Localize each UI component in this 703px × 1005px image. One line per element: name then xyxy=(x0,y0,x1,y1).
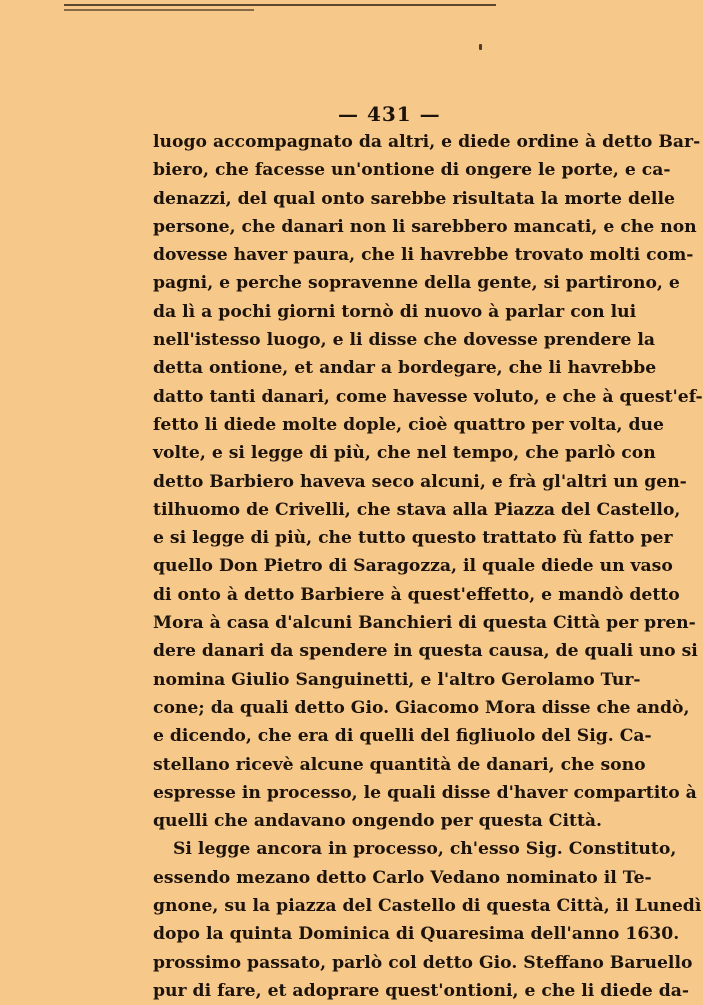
text-line: dopo la quinta Dominica di Quaresima dell'anno 1630. xyxy=(153,924,680,945)
text-line: fetto li diede molte dople, cioè quattro per volta, due xyxy=(153,414,664,435)
text-line: essendo mezano detto Carlo Vedano nominato il Te- xyxy=(153,867,652,888)
text-line: tilhuomo de Crivelli, che stava alla Piazza del Castello, xyxy=(153,499,681,520)
text-line: e dicendo, che era di quelli del figliuolo del Sig. Ca- xyxy=(153,726,652,747)
text-line: Mora à casa d'alcuni Banchieri di questa Città per pren- xyxy=(153,613,696,634)
text-line: detta ontione, et andar a bordegare, che li havrebbe xyxy=(153,358,657,379)
text-line: da lì a pochi giorni tornò di nuovo à parlar con lui xyxy=(153,301,637,322)
text-line: biero, che facesse un'ontione di ongere le porte, e ca- xyxy=(153,160,671,181)
text-line: datto tanti danari, come havesse voluto, e che à quest'ef- xyxy=(153,386,703,407)
text-line: nomina Giulio Sanguinetti, e l'altro Gerolamo Tur- xyxy=(153,669,641,690)
text-line: luogo accompagnato da altri, e diede ordine à detto Bar- xyxy=(153,132,701,152)
text-line: quelli che andavano ongendo per questa Città. xyxy=(153,811,603,832)
text-line: e si legge di più, che tutto questo trattato fù fatto per xyxy=(153,528,673,549)
text-line: quello Don Pietro di Saragozza, il quale diede un vaso xyxy=(153,556,673,577)
text-line: denazzi, del qual onto sarebbe risultata la morte delle xyxy=(153,188,675,209)
text-line: dovesse haver paura, che li havrebbe trovato molti com- xyxy=(153,245,694,266)
text-line: espresse in processo, le quali disse d'haver compartito à xyxy=(153,782,697,803)
top-border-rule xyxy=(64,4,496,6)
text-line: volte, e si legge di più, che nel tempo, che parlò con xyxy=(153,443,656,464)
text-line: persone, che danari non li sarebbero mancati, e che non xyxy=(153,216,697,237)
text-line: gnone, su la piazza del Castello di questa Città, il Lunedì xyxy=(153,896,702,917)
text-line: nell'istesso luogo, e li disse che dovesse prendere la xyxy=(153,330,656,351)
text-line: Si legge ancora in processo, ch'esso Sig. Constituto, xyxy=(173,839,677,860)
text-line: cone; da quali detto Gio. Giacomo Mora disse che andò, xyxy=(153,697,690,718)
body-text xyxy=(153,128,703,1005)
text-line: pagni, e perche sopravenne della gente, si partirono, e xyxy=(153,273,680,294)
text-line: stellano ricevè alcune quantità de danari, che sono xyxy=(153,754,646,775)
text-line: di onto à detto Barbiere à quest'effetto, e mandò detto xyxy=(153,584,680,605)
text-line: dere danari da spendere in questa causa, de quali uno si xyxy=(153,641,698,662)
text-line: detto Barbiero haveva seco alcuni, e frà gl'altri un gen- xyxy=(153,471,687,492)
ink-speck xyxy=(479,44,482,50)
text-line: pur di fare, et adoprare quest'ontioni, e che li diede da- xyxy=(153,980,689,1001)
top-border-rule-shadow xyxy=(64,9,254,11)
page-number: — 431 — xyxy=(338,102,441,126)
text-line: prossimo passato, parlò col detto Gio. Steffano Baruello xyxy=(153,952,693,973)
